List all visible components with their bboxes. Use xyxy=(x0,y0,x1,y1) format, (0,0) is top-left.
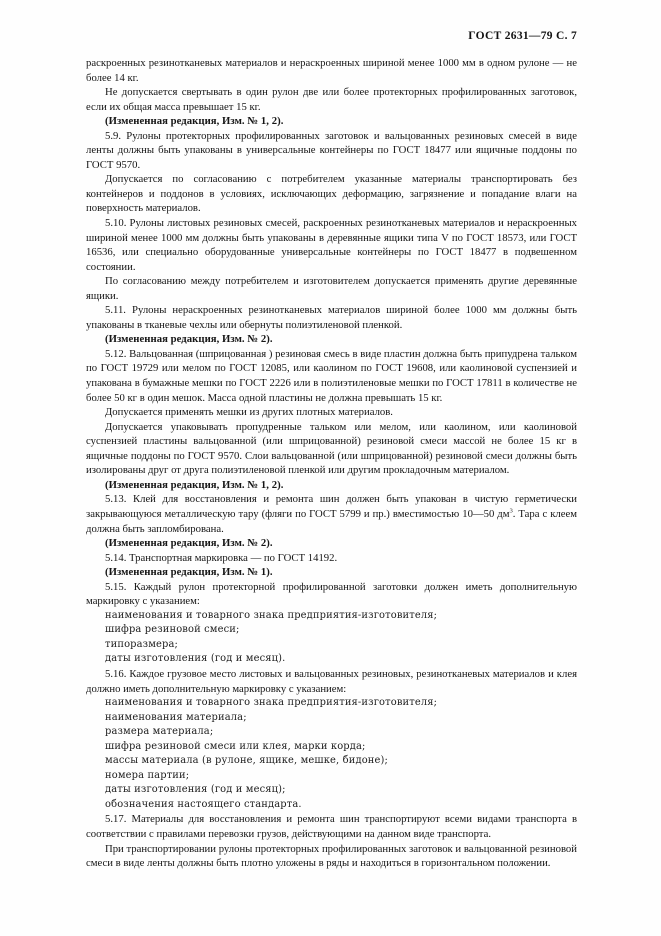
paragraph-continued-top: раскроенных резинотканевых материалов и нераскроенных шириной менее 1000 мм в одном рулоне — не более 14 кг. xyxy=(86,57,577,84)
clause-5-11: 5.11. Рулоны нераскроенных резинотканевых материалов шириной более 1000 мм должны быть упакованы в тканевые чехлы или обернуты полиэтиленовой пленкой. xyxy=(86,304,577,331)
list-item: даты изготовления (год и месяц). xyxy=(105,653,286,665)
page-header: ГОСТ 2631—79 С. 7 xyxy=(468,30,577,42)
clause-5-13-text-before-superscript: 5.13. Клей для восстановления и ремонта шин должен быть упакован в чистую герметически закрывающуюся металлическую тару (фляги по ГОСТ 5799 и пр.) вместимостью 10—50 дм xyxy=(86,493,577,520)
list-item: даты изготовления (год и месяц); xyxy=(105,784,286,796)
document-body xyxy=(86,56,577,871)
paragraph-5-9-agreement: Допускается по согласованию с потребителем указанные материалы транспортировать без контейнеров и поддонов в условиях, исключающих деформацию, загрязнение и попадание влаги на поверхность материалов. xyxy=(86,173,577,215)
clause-5-15: 5.15. Каждый рулон протекторной профилированной заготовки должен иметь дополнительную маркировку с указанием: xyxy=(86,580,577,608)
paragraph-no-roll-up: Не допускается свертывать в один рулон две или более протекторных профилированных заготовок, если их общая масса превышает 15 кг. xyxy=(86,86,577,113)
list-item: массы материала (в рулоне, ящике, мешке, бидоне); xyxy=(105,755,388,767)
clause-5-9: 5.9. Рулоны протекторных профилированных заготовок и вальцованных резиновых смесей в виде ленты должны быть упакованы в универсальные контейнеры по ГОСТ 18477 или ящичные поддоны по ГОСТ 9570. xyxy=(86,129,577,171)
clause-5-10: 5.10. Рулоны листовых резиновых смесей, раскроенных резинотканевых материалов и нераскроенных шириной менее 1000 мм должны быть упакованы в деревянные ящики типа V по ГОСТ 18573, или ГОСТ 16536, или специально оборудованные универсальные контейнеры по ГОСТ 18477 в подвешенном состоянии. xyxy=(86,217,577,273)
cubic-decimetre-superscript: 3 xyxy=(509,507,513,515)
list-item: наименования и товарного знака предприятия-изготовителя; xyxy=(105,697,438,709)
list-item: наименования и товарного знака предприятия-изготовителя; xyxy=(105,609,438,621)
clause-5-12: 5.12. Вальцованная (шприцованная ) резиновая смесь в виде пластин должна быть припудрена тальком по ГОСТ 19729 или мелом по ГОСТ 12085, или каолином по ГОСТ 19608, или каолиновой суспензией и упакована в бумажные мешки по ГОСТ 2226 или в полиэтиленовые мешки по ГОСТ 17811 в количестве не более 50 кг в один мешок. Масса одной пластины не должна превышать 15 кг. xyxy=(86,347,577,404)
revision-note-1: (Измененная редакция, Изм. № 1, 2). xyxy=(105,115,284,128)
clause-5-13-text-after-superscript: . Тара с клеем должна быть запломбирована. xyxy=(86,507,577,535)
list-item: наименования материала; xyxy=(105,711,247,723)
paragraph-5-10-wooden-boxes: По согласованию между потребителем и изготовителем допускается применять другие деревянные ящики. xyxy=(86,275,577,302)
paragraph-5-12-pallets: Допускается упаковывать пропудренные тальком или мелом, или каолином, или каолиновой суспензией пластины вальцованной (или шприцованной) резиновой смеси массой не более 15 кг в ящичные поддоны по ГОСТ 9570. Слои вальцованной (или шприцованной) резиновой смеси должны быть изолированы друг от друга полиэтиленовой пленкой или другим прокладочным материалом. xyxy=(86,420,577,477)
paragraph-5-12-other-bags: Допускается применять мешки из других плотных материалов. xyxy=(105,406,393,419)
clause-5-16: 5.16. Каждое грузовое место листовых и вальцованных резиновых, резинотканевых материалов и клея должно иметь дополнительную маркировку с указанием: xyxy=(86,667,577,695)
clause-5-17: 5.17. Материалы для восстановления и ремонта шин транспортируют всеми видами транспорта в соответствии с правилами перевозки грузов, действующими на данном виде транспорта. xyxy=(86,813,577,840)
revision-note-4: (Измененная редакция, Изм. № 2). xyxy=(105,537,273,550)
list-item: обозначения настоящего стандарта. xyxy=(105,798,302,810)
list-item: размера материала; xyxy=(105,726,214,738)
list-item: шифра резиновой смеси или клея, марки корда; xyxy=(105,740,366,752)
paragraph-5-17-transport: При транспортировании рулоны протекторных профилированных заготовок и вальцованной резиновой смеси в виде ленты должны быть плотно уложены в ряды и находиться в горизонтальном положении. xyxy=(86,842,577,870)
revision-note-3: (Измененная редакция, Изм. № 1, 2). xyxy=(105,478,284,491)
revision-note-2: (Измененная редакция, Изм. № 2). xyxy=(105,333,273,346)
clause-5-13 xyxy=(86,492,577,536)
list-item: шифра резиновой смеси; xyxy=(105,624,240,636)
list-item: номера партии; xyxy=(105,769,190,781)
clause-5-14: 5.14. Транспортная маркировка — по ГОСТ 14192. xyxy=(105,551,338,564)
list-item: типоразмера; xyxy=(105,638,179,650)
revision-note-5: (Измененная редакция, Изм. № 1). xyxy=(105,566,273,579)
